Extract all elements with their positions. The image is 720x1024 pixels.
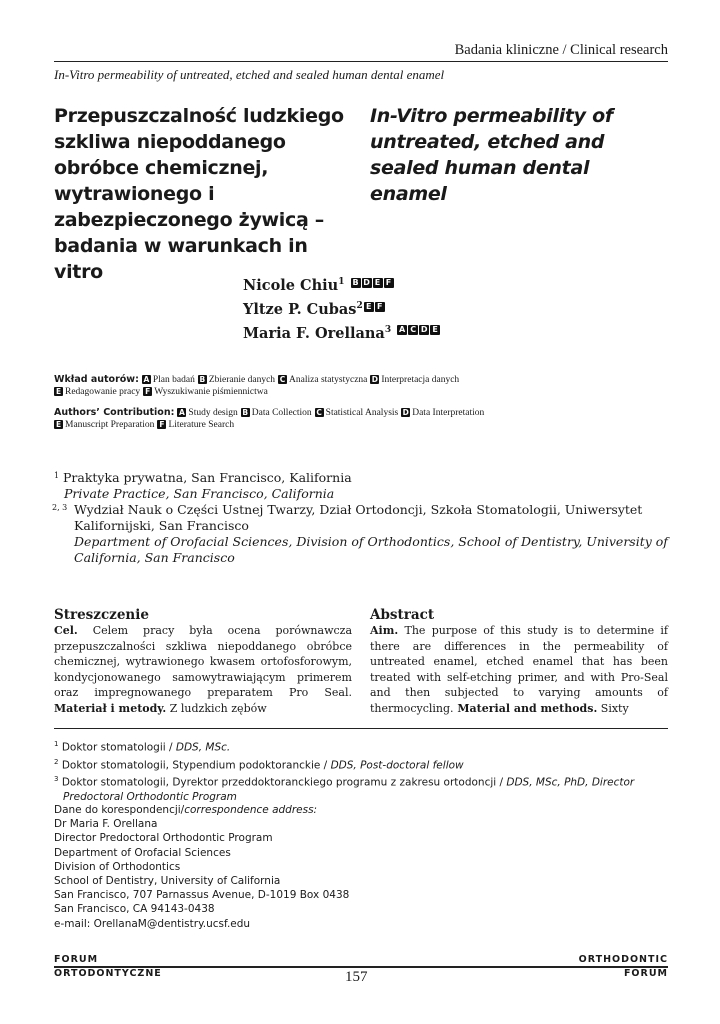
running-title: In-Vitro permeability of untreated, etched and sealed human dental enamel — [54, 67, 445, 82]
abstract-text: Aim. The purpose of this study is to determine if there are differences in the permeability of untreated enamel, etched enamel that has been treated with self-etching primer, and with Pro-Seal and then subjected to varying amounts of thermocycling. Material and methods. Sixty — [370, 624, 668, 715]
section-label: Badania kliniczne / Clinical research — [454, 42, 668, 58]
role-badge: C — [279, 375, 286, 384]
role-badges — [363, 301, 385, 318]
role-badge: E — [364, 302, 374, 312]
role-badges — [350, 277, 394, 294]
page-number: 157 — [345, 969, 368, 985]
role-badge: A — [143, 375, 150, 384]
author-1: Nicole Chiu$^1$ B D E F — [243, 272, 440, 296]
correspondence-address: Dane do korespondencji/correspondence address: Dr Maria F. Orellana Director Predoctoral Orthodontic Program Department of Orofacial Sciences Division of Orthodontics School of Dentistry, University of California San Francisco, 707 Parnassus Avenue, D-1019 Box 0438 San Francisco, CA 94143-0438 e-mail: OrellanaM@dentistry.ucsf.edu — [54, 803, 454, 931]
role-badge: B — [352, 277, 359, 287]
author-list — [243, 272, 440, 343]
affiliations — [54, 470, 674, 566]
footnotes — [54, 737, 674, 804]
role-badge: A — [179, 408, 185, 417]
header-rule — [54, 61, 668, 62]
role-badge: D — [371, 375, 378, 384]
footnote-3: $^3$ Doktor stomatologii, Dyrektor przeddoktoranckiego programu z zakresu ortodoncji / DDS, MSc, PhD, Director Predoctoral Orthodontic Program — [54, 775, 635, 803]
abstract-section — [370, 607, 668, 716]
contribution-label: Wkład autorów: — [54, 374, 139, 385]
journal-name-english: ORTHODONTIC FORUM — [578, 954, 668, 979]
role-badge: E — [55, 420, 62, 429]
role-badge: D — [363, 277, 370, 287]
streszczenie-text: Cel. Celem pracy była ocena porównawcza przepuszczalności szkliwa niepoddanego obróbce chemicznej, wytrawionego kwasem ortofosforowym, kondycjonowanego samowytrawiającym primerem oraz impregnowanego preparatem Pro Seal. Materiał i metody. Z ludzkich zębów — [54, 624, 352, 715]
footer-rule — [54, 966, 668, 968]
footnote-1: $^1$ Doktor stomatologii / DDS, MSc. — [54, 740, 231, 754]
affiliation-1: 1 Praktyka prywatna, San Francisco, Kalifornia Private Practice, San Francisco, California — [54, 470, 352, 501]
role-badge: B — [242, 408, 249, 417]
role-badge: C — [408, 325, 418, 335]
footnote-2: $^2$ Doktor stomatologii, Stypendium podoktoranckie / DDS, Post-doctoral fellow — [54, 757, 464, 771]
streszczenie-heading: Streszczenie — [54, 607, 149, 623]
affiliation-2: 2, 3 Wydział Nauk o Części Ustnej Twarzy, Dział Ortodoncji, Szkoła Stomatologii, Uniwersytet Kalifornijski, San Francisco Department of Orofacial Sciences, Division of Orthodontics, School of Dentistry, University of California, San Francisco — [52, 502, 668, 565]
email-link[interactable]: e-mail: OrellanaM@dentistry.ucsf.edu — [54, 917, 251, 930]
role-badge: F — [375, 302, 385, 312]
contribution-polish: Wkład autorów: A Plan badań B Zbieranie danych C Analiza statystyczna D Interpretacja danych E Redagowanie pracy F Wyszukiwanie piśmiennictwa — [54, 374, 460, 397]
correspondence-label: Dane do korespondencji/correspondence address: — [54, 804, 318, 816]
footnote-rule — [54, 728, 668, 729]
abstract-heading: Abstract — [370, 607, 435, 623]
role-badge: D — [420, 325, 428, 335]
contribution-label: Authors’ Contribution: — [54, 407, 175, 418]
role-badge: D — [402, 408, 409, 417]
role-badge: F — [159, 420, 165, 429]
role-badge: C — [316, 408, 322, 417]
role-badge: E — [373, 278, 383, 288]
role-badge: F — [384, 278, 394, 288]
author-3: Maria F. Orellana$^3$ A C D E — [243, 320, 440, 344]
journal-name-polish: FORUM ORTODONTYCZNE — [54, 954, 162, 979]
title-polish: Przepuszczalność ludzkiego szkliwa niepoddanego obróbce chemicznej, wytrawionego i zabezpieczonego żywicą – badania w warunkach in vitro — [54, 105, 344, 283]
role-badge: E — [430, 325, 440, 335]
role-badge: E — [55, 387, 62, 396]
streszczenie-section — [54, 607, 352, 716]
role-badge: B — [199, 375, 206, 384]
contribution-english: Authors’ Contribution: A Study design B Data Collection C Statistical Analysis D Data Interpretation E Manuscript Preparation F Literature Search — [54, 407, 485, 430]
role-badge: A — [399, 325, 406, 335]
author-2: Yltze P. Cubas$^2$ E F — [243, 296, 440, 320]
title-english: In-Vitro permeability of untreated, etched and sealed human dental enamel — [370, 105, 613, 205]
role-badge: F — [145, 387, 151, 396]
role-badges — [396, 324, 440, 341]
